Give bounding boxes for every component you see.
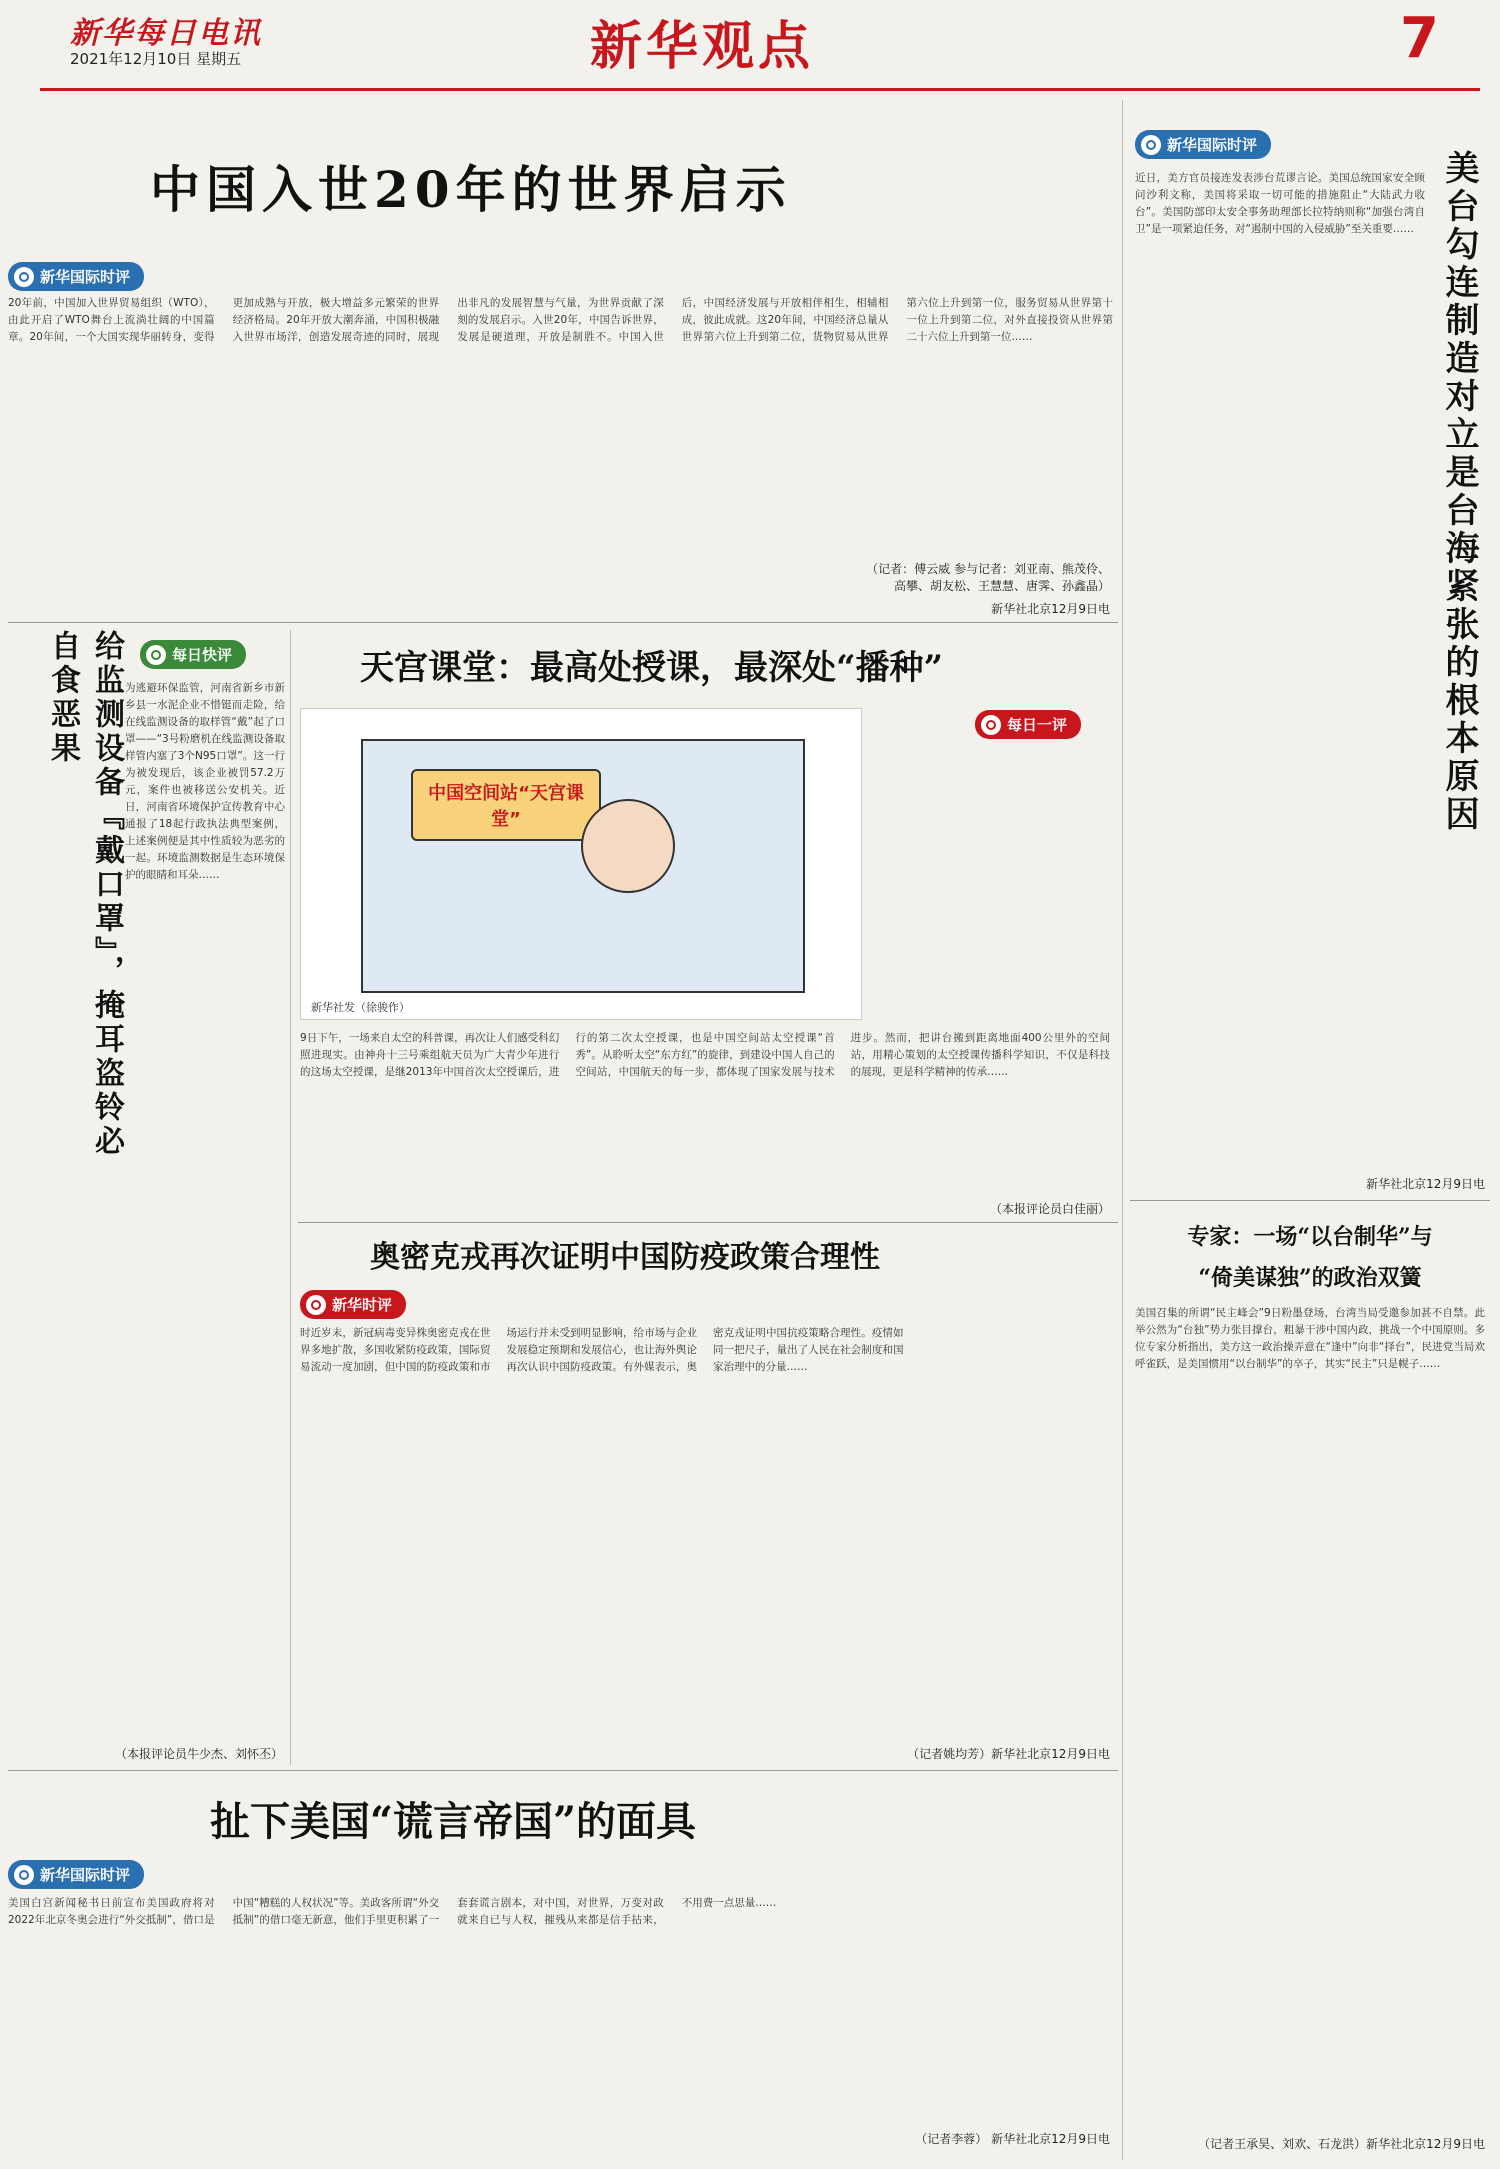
lightning-icon bbox=[146, 645, 166, 665]
wto-body: 20年前，中国加入世界贸易组织（WTO），由此开启了WTO舞台上流淌壮阔的中国篇章。20年间，一个大国实现华丽转身，变得更加成熟与开放，极大增益多元繁荣的世界经济格局。20年开放大潮奔涌，中国积极融入世界市场洋，创造发展奇迹的同时，展现出非凡的发展智慧与气量，为世界贡献了深刻的发展启示。入世20年，中国告诉世界，发展是硬道理，开放是制胜不。中国入世后，中国经济发展与开放相伴相生，相辅相成，彼此成就。这20年间，中国经济总量从世界第六位上升到第二位，货物贸易从世界第六位上升到第一位，服务贸易从世界第十一位上升到第二位，对外直接投资从世界第二十六位上升到第一位…… bbox=[8, 297, 1113, 343]
tag-label: 每日一评 bbox=[1007, 716, 1068, 734]
wto-byline-dateline: 新华社北京12月9日电 bbox=[991, 602, 1110, 616]
taiwan-tag bbox=[1135, 130, 1271, 159]
democracy-headline bbox=[1150, 1220, 1470, 1292]
wto-headline: 中国入世20年的世界启示 bbox=[150, 160, 792, 219]
monitoring-body: 为逃避环保监管，河南省新乡市新乡县一水泥企业不惜铤而走险，给在线监测设备的取样管“戴”起了口罩——“3号粉磨机在线监测设备取样管内塞了3个N95口罩”。这一行为被发现后，该企业被罚57.2万元，案件也被移送公安机关。近日，河南省环境保护宣传教育中心通报了18起行政执法典型案例，上述案例便是其中性质较为恶劣的一起。环境监测数据是生态环境保护的眼睛和耳朵…… bbox=[125, 682, 285, 881]
paper-logo: 新华每日电讯 bbox=[70, 16, 262, 51]
tiangong-byline: （本报评论员白佳丽） bbox=[989, 1202, 1110, 1216]
tag-label: 新华国际时评 bbox=[1167, 136, 1258, 154]
omicron-body: 时近岁末，新冠病毒变异株奥密克戎在世界多地扩散，多国收紧防疫政策，国际贸易流动一度加剧，但中国的防疫政策和市场运行并未受到明显影响，给市场与企业发展稳定预期和发展信心，也让海外舆论再次认识中国防疫政策。有外媒表示，奥密克戎证明中国抗疫策略合理性。疫情如同一把尺子，量出了人民在社会制度和国家治理中的分量…… bbox=[300, 1327, 904, 1373]
headline-line2: “倚美谋独”的政治双簧 bbox=[1198, 1265, 1422, 1291]
us-lies-byline bbox=[860, 2130, 1110, 2147]
omicron-byline bbox=[860, 1745, 1110, 1762]
taiwan-headline: 美台勾连制造对立是台海紧张的根本原因 bbox=[1439, 150, 1479, 834]
tag-label: 新华国际时评 bbox=[40, 268, 131, 286]
wto-byline-reporters: （记者：傅云威 参与记者：刘亚南、熊茂伶、高攀、胡友松、王慧慧、唐霁、孙鑫晶） bbox=[866, 562, 1110, 593]
pen-icon bbox=[981, 715, 1001, 735]
tag-label: 新华国际时评 bbox=[40, 1866, 131, 1884]
taiwan-body: 近日，美方官员接连发表涉台荒谬言论。美国总统国家安全顾问沙利文称，美国将采取一切可能的措施阻止“大陆武力收台”。美国防部印太安全事务助理部长拉特纳则称“加强台湾自卫”是一项紧迫任务，对“遏制中国的入侵威胁”至关重要…… bbox=[1135, 172, 1425, 235]
page-number: 7 bbox=[1400, 6, 1439, 71]
pen-icon bbox=[306, 1295, 326, 1315]
democracy-byline: （记者王承昊、刘欢、石龙洪）新华社北京12月9日电 bbox=[1198, 2137, 1485, 2151]
tag-label: 新华时评 bbox=[332, 1296, 393, 1314]
cartoon-caption: 新华社发（徐骏作） bbox=[311, 1001, 410, 1014]
issue-date: 2021年12月10日 星期五 bbox=[70, 50, 242, 68]
divider bbox=[8, 1770, 1118, 1771]
cartoon-sign: 中国空间站“天宫课堂” bbox=[411, 769, 601, 841]
divider bbox=[1130, 1200, 1490, 1201]
masthead-rule bbox=[40, 88, 1480, 91]
wto-tag bbox=[8, 262, 144, 291]
tag-label: 每日快评 bbox=[172, 646, 233, 664]
tiangong-tag bbox=[975, 710, 1081, 739]
globe-icon bbox=[14, 267, 34, 287]
monitoring-byline: （本报评论员牛少杰、刘怀丕） bbox=[114, 1747, 283, 1761]
astronaut-figure bbox=[581, 799, 675, 893]
divider bbox=[1122, 100, 1123, 2160]
monitoring-tag bbox=[140, 640, 246, 669]
tiangong-body: 9日下午，一场来自太空的科普课，再次让人们感受科幻照进现实。由神舟十三号乘组航天员为广大青少年进行的这场太空授课，是继2013年中国首次太空授课后，进行的第二次太空授课，也是中国空间站太空授课“首秀”。从聆听太空“东方红”的旋律，到建设中国人自己的空间站，中国航天的每一步，都体现了国家发展与技术进步。然而，把讲台搬到距离地面400公里外的空间站，用精心策划的太空授课传播科学知识，不仅是科技的展现，更是科学精神的传承…… bbox=[300, 1032, 1110, 1078]
taiwan-byline: 新华社北京12月9日电 bbox=[1366, 1177, 1485, 1191]
monitoring-body-cont bbox=[8, 1240, 283, 1760]
byline-dateline: 新华社北京12月9日电 bbox=[991, 1747, 1110, 1761]
globe-icon bbox=[1141, 135, 1161, 155]
divider bbox=[298, 1222, 1118, 1223]
divider bbox=[8, 622, 1118, 623]
democracy-body: 美国召集的所谓“民主峰会”9日粉墨登场，台湾当局受邀参加甚不自禁。此举公然为“台独”势力张目撑台，粗暴干涉中国内政，挑战一个中国原则。多位专家分析指出，美方这一政治操弄意在“逢中”向非“择台”，民进党当局欢呼雀跃，是美国惯用“以台制华”的卒子，其实“民主”只是幌子…… bbox=[1135, 1307, 1485, 1370]
us-lies-tag bbox=[8, 1860, 144, 1889]
tiangong-headline: 天宫课堂：最高处授课，最深处“播种” bbox=[360, 648, 944, 688]
byline-reporters: （记者姚均芳） bbox=[907, 1747, 992, 1761]
globe-icon bbox=[14, 1865, 34, 1885]
divider bbox=[290, 630, 291, 1765]
omicron-tag bbox=[300, 1290, 406, 1319]
byline-dateline: 新华社北京12月9日电 bbox=[991, 2132, 1110, 2146]
byline-reporters: （记者李蓉） bbox=[915, 2132, 988, 2146]
omicron-headline: 奥密克戎再次证明中国防疫政策合理性 bbox=[370, 1240, 880, 1275]
section-title: 新华观点 bbox=[590, 16, 815, 77]
monitoring-headline: 给监测设备『戴口罩』，掩耳盗铃必自食恶果 bbox=[45, 630, 124, 1159]
headline-line1: 专家：一场“以台制华”与 bbox=[1187, 1224, 1433, 1250]
us-lies-headline: 扯下美国“谎言帝国”的面具 bbox=[210, 1798, 697, 1845]
cartoon-image bbox=[300, 708, 862, 1020]
us-lies-body: 美国白宫新闻秘书日前宣布美国政府将对2022年北京冬奥会进行“外交抵制”，借口是中国“糟糕的人权状况”等。美政客所谓“外交抵制”的借口毫无新意，他们手里更积累了一套套谎言剧本，对中国，对世界，万变对政就来自已与人权，摧残从来都是信手拈来，不用费一点思量…… bbox=[8, 1897, 777, 1926]
